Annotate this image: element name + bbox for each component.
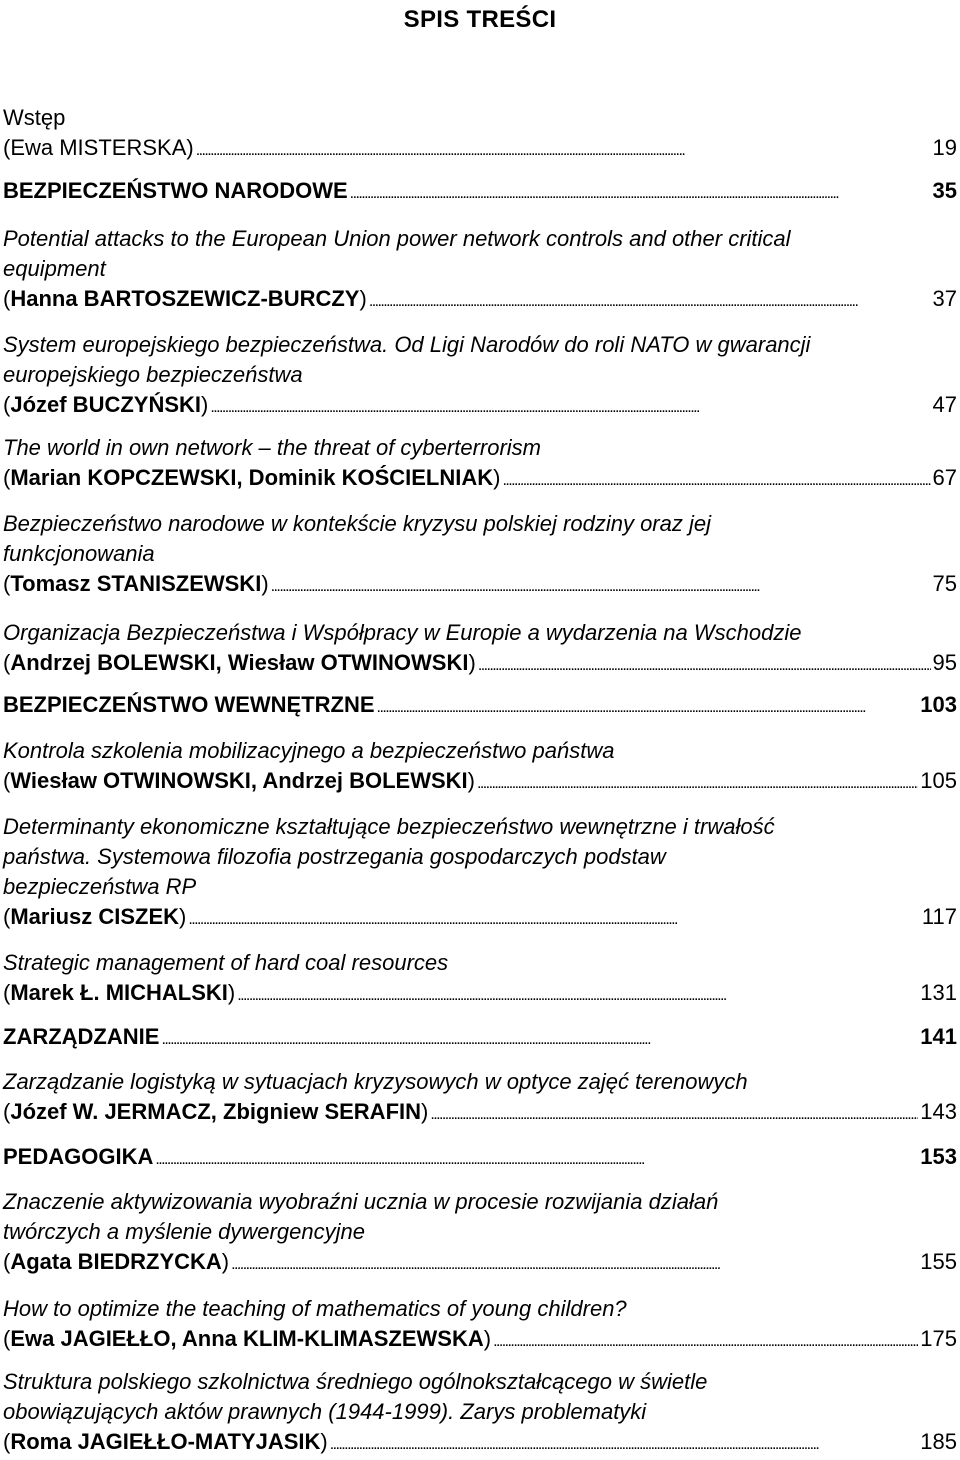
entry-title-line: twórczych a myślenie dywergencyjne xyxy=(3,1219,365,1244)
author-names: Agata BIEDRZYCKA xyxy=(10,1249,222,1274)
entry-title-line: Strategic management of hard coal resources xyxy=(3,950,449,975)
leader-dots xyxy=(188,902,920,935)
leader-dots xyxy=(155,1142,918,1175)
entry-title-line: The world in own network – the threat of cyberterrorism xyxy=(3,435,542,460)
entry-author-line xyxy=(3,463,957,493)
entry-author: (Mariusz CISZEK) xyxy=(3,904,187,929)
section-heading: ZARZĄDZANIE xyxy=(3,1024,160,1049)
entry-author: (Agata BIEDRZYCKA) xyxy=(3,1249,230,1274)
entry-author: (Ewa JAGIEŁŁO, Anna KLIM-KLIMASZEWSKA) xyxy=(3,1326,492,1351)
author-names: Andrzej BOLEWSKI, Wiesław OTWINOWSKI xyxy=(10,650,469,675)
entry-author: (Marian KOPCZEWSKI, Dominik KOŚCIELNIAK) xyxy=(3,465,501,490)
entry-title-line: Zarządzanie logistyką w sytuacjach kryzysowych w optyce zajęć terenowych xyxy=(3,1069,748,1094)
entry-author-line xyxy=(3,766,957,796)
author-names: Hanna BARTOSZEWICZ-BURCZY xyxy=(10,286,360,311)
entry-title-line: europejskiego bezpieczeństwa xyxy=(3,362,303,387)
leader-dots xyxy=(478,648,931,681)
section-heading-line xyxy=(3,176,957,206)
page-number: 131 xyxy=(920,980,957,1005)
author-names: Wiesław OTWINOWSKI, Andrzej BOLEWSKI xyxy=(10,768,468,793)
entry-title-line: Struktura polskiego szkolnictwa średniego ogólnokształcącego w świetle xyxy=(3,1369,708,1394)
leader-dots xyxy=(350,176,931,209)
entry-title-line: bezpieczeństwa RP xyxy=(3,874,197,899)
page-number: 95 xyxy=(932,650,957,675)
entry-author-line xyxy=(3,284,957,314)
entry-author-line xyxy=(3,133,957,163)
entry-author: (Tomasz STANISZEWSKI) xyxy=(3,571,269,596)
leader-dots xyxy=(502,463,930,496)
entry-title-line: Bezpieczeństwo narodowe w kontekście kryzysu polskiej rodziny oraz jej xyxy=(3,511,711,536)
entry-author-line xyxy=(3,1427,957,1457)
page-number: 117 xyxy=(921,904,957,929)
entry-title-line: System europejskiego bezpieczeństwa. Od Ligi Narodów do roli NATO w gwarancji xyxy=(3,332,811,357)
leader-dots xyxy=(369,284,931,317)
leader-dots xyxy=(196,133,931,166)
entry-author: (Józef BUCZYŃSKI) xyxy=(3,392,209,417)
page-number: 35 xyxy=(932,178,957,203)
page-number: 175 xyxy=(920,1326,957,1351)
page-number: 153 xyxy=(920,1144,957,1169)
author-names: Tomasz STANISZEWSKI xyxy=(10,571,262,596)
author-names: Mariusz CISZEK xyxy=(10,904,180,929)
leader-dots xyxy=(210,390,930,423)
section-heading: BEZPIECZEŃSTWO NARODOWE xyxy=(3,178,348,203)
page-number: 141 xyxy=(920,1024,957,1049)
page-number: 185 xyxy=(920,1429,957,1454)
entry-author: (Marek Ł. MICHALSKI) xyxy=(3,980,236,1005)
entry-title-line: equipment xyxy=(3,256,106,281)
entry-title-line: Organizacja Bezpieczeństwa i Współpracy w Europie a wydarzenia na Wschodzie xyxy=(3,620,802,645)
entry-author: (Ewa MISTERSKA) xyxy=(3,135,194,160)
entry-title-line: Potential attacks to the European Union power network controls and other critical xyxy=(3,226,791,251)
leader-dots xyxy=(231,1247,918,1280)
entry-title-line: Kontrola szkolenia mobilizacyjnego a bezpieczeństwo państwa xyxy=(3,738,615,763)
page-title: SPIS TREŚCI xyxy=(403,6,557,33)
entry-author-line xyxy=(3,390,957,420)
entry-title-line: obowiązujących aktów prawnych (1944-1999). Zarys problematyki xyxy=(3,1399,647,1424)
entry-author: (Roma JAGIEŁŁO-MATYJASIK) xyxy=(3,1429,328,1454)
page-number: 37 xyxy=(932,286,957,311)
entry-author-line xyxy=(3,1324,957,1354)
page-number: 103 xyxy=(920,692,957,717)
leader-dots xyxy=(271,569,931,602)
page-number: 143 xyxy=(920,1099,957,1124)
entry-author-line xyxy=(3,902,957,932)
entry-author-line xyxy=(3,1247,957,1277)
page-number: 19 xyxy=(932,135,957,160)
author-names: Józef W. JERMACZ, Zbigniew SERAFIN xyxy=(10,1099,422,1124)
entry-author-line xyxy=(3,569,957,599)
entry-title-line: How to optimize the teaching of mathematics of young children? xyxy=(3,1296,627,1321)
author-names: Roma JAGIEŁŁO-MATYJASIK xyxy=(10,1429,321,1454)
author-names: Ewa JAGIEŁŁO, Anna KLIM-KLIMASZEWSKA xyxy=(10,1326,484,1351)
section-heading: BEZPIECZEŃSTWO WEWNĘTRZNE xyxy=(3,692,375,717)
section-heading-line xyxy=(3,690,957,720)
leader-dots xyxy=(377,690,919,723)
page-number: 75 xyxy=(932,571,957,596)
entry-author: (Andrzej BOLEWSKI, Wiesław OTWINOWSKI) xyxy=(3,650,476,675)
leader-dots xyxy=(493,1324,918,1357)
entry-author-line xyxy=(3,978,957,1008)
entry-title-line: Wstęp xyxy=(3,105,66,130)
entry-author: (Hanna BARTOSZEWICZ-BURCZY) xyxy=(3,286,367,311)
author-names: Marek Ł. MICHALSKI xyxy=(10,980,228,1005)
entry-title-line: Determinanty ekonomiczne kształtujące bezpieczeństwo wewnętrzne i trwałość xyxy=(3,814,775,839)
page-number: 47 xyxy=(932,392,957,417)
leader-dots xyxy=(237,978,918,1011)
entry-author: (Józef W. JERMACZ, Zbigniew SERAFIN) xyxy=(3,1099,429,1124)
author-names: Marian KOPCZEWSKI, Dominik KOŚCIELNIAK xyxy=(10,465,494,490)
page-number: 105 xyxy=(920,768,957,793)
page-number: 67 xyxy=(932,465,957,490)
entry-author: (Wiesław OTWINOWSKI, Andrzej BOLEWSKI) xyxy=(3,768,475,793)
section-heading: PEDAGOGIKA xyxy=(3,1144,154,1169)
page-number: 155 xyxy=(920,1249,957,1274)
entry-author-line xyxy=(3,648,957,678)
entry-title-line: Znaczenie aktywizowania wyobraźni ucznia w procesie rozwijania działań xyxy=(3,1189,719,1214)
entry-title-line: funkcjonowania xyxy=(3,541,155,566)
section-heading-line xyxy=(3,1022,957,1052)
author-names: Józef BUCZYŃSKI xyxy=(10,392,202,417)
entry-title-line: państwa. Systemowa filozofia postrzegania gospodarczych podstaw xyxy=(3,844,666,869)
leader-dots xyxy=(477,766,918,799)
entry-author-line xyxy=(3,1097,957,1127)
leader-dots xyxy=(330,1427,919,1460)
section-heading-line xyxy=(3,1142,957,1172)
leader-dots xyxy=(161,1022,918,1055)
leader-dots xyxy=(430,1097,918,1130)
